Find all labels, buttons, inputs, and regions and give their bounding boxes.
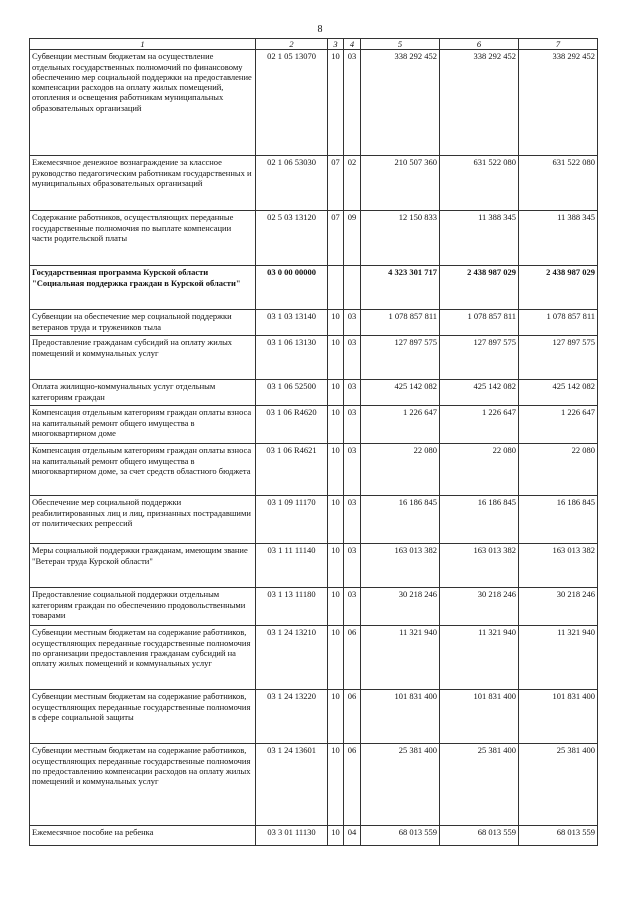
row-value-6: 68 013 559 bbox=[440, 826, 519, 846]
row-code: 03 1 24 13220 bbox=[256, 690, 328, 744]
row-code: 02 1 05 13070 bbox=[256, 50, 328, 156]
page-number: 8 bbox=[317, 24, 323, 35]
row-value-6: 1 226 647 bbox=[440, 406, 519, 444]
column-header: 5 bbox=[361, 39, 440, 50]
row-value-6: 22 080 bbox=[440, 444, 519, 496]
row-value-6: 425 142 082 bbox=[440, 380, 519, 406]
row-name: Оплата жилищно-коммунальных услуг отдельным категориям граждан bbox=[30, 380, 256, 406]
row-value-6: 1 078 857 811 bbox=[440, 310, 519, 336]
row-value-5: 425 142 082 bbox=[361, 380, 440, 406]
row-subsection: 03 bbox=[344, 544, 361, 588]
table-row bbox=[30, 380, 598, 406]
row-value-7: 631 522 080 bbox=[519, 156, 598, 211]
row-value-6: 631 522 080 bbox=[440, 156, 519, 211]
row-code: 03 1 06 R4621 bbox=[256, 444, 328, 496]
row-value-7: 425 142 082 bbox=[519, 380, 598, 406]
row-value-5: 101 831 400 bbox=[361, 690, 440, 744]
row-section: 10 bbox=[328, 50, 344, 156]
row-subsection bbox=[344, 266, 361, 310]
row-section: 07 bbox=[328, 211, 344, 266]
row-value-7: 101 831 400 bbox=[519, 690, 598, 744]
row-name: Ежемесячное пособие на ребенка bbox=[30, 826, 256, 846]
row-subsection: 09 bbox=[344, 211, 361, 266]
row-code: 03 3 01 11130 bbox=[256, 826, 328, 846]
row-subsection: 02 bbox=[344, 156, 361, 211]
row-value-6: 127 897 575 bbox=[440, 336, 519, 380]
row-value-7: 127 897 575 bbox=[519, 336, 598, 380]
row-subsection: 03 bbox=[344, 380, 361, 406]
row-value-6: 11 321 940 bbox=[440, 626, 519, 690]
row-section: 10 bbox=[328, 626, 344, 690]
row-value-5: 1 078 857 811 bbox=[361, 310, 440, 336]
row-value-7: 11 321 940 bbox=[519, 626, 598, 690]
column-header: 3 bbox=[328, 39, 344, 50]
table-row bbox=[30, 444, 598, 496]
table-row bbox=[30, 744, 598, 826]
row-code: 03 1 11 11140 bbox=[256, 544, 328, 588]
row-subsection: 06 bbox=[344, 626, 361, 690]
row-subsection: 03 bbox=[344, 444, 361, 496]
row-code: 03 0 00 00000 bbox=[256, 266, 328, 310]
row-section: 07 bbox=[328, 156, 344, 211]
row-name: Меры социальной поддержки гражданам, имеющим звание "Ветеран труда Курской области" bbox=[30, 544, 256, 588]
row-value-5: 127 897 575 bbox=[361, 336, 440, 380]
column-header: 6 bbox=[440, 39, 519, 50]
row-value-5: 4 323 301 717 bbox=[361, 266, 440, 310]
row-name: Субвенции местным бюджетам на содержание работников, осуществляющих переданные государственные полномочия в сфере социальной защиты bbox=[30, 690, 256, 744]
row-value-5: 22 080 bbox=[361, 444, 440, 496]
row-name: Субвенции местным бюджетам на осуществление отдельных государственных полномочий по финансовому обеспечению мер социальной поддержки на предоставление компенсации расходов на оплату жилых помещений, отопления и освещения работникам муниципальных образовательных организаций bbox=[30, 50, 256, 156]
row-name: Ежемесячное денежное вознаграждение за классное руководство педагогическим работникам государственных и муниципальных образовательных организаций bbox=[30, 156, 256, 211]
row-section: 10 bbox=[328, 496, 344, 544]
row-subsection: 06 bbox=[344, 690, 361, 744]
row-value-6: 16 186 845 bbox=[440, 496, 519, 544]
row-section: 10 bbox=[328, 588, 344, 626]
table-row bbox=[30, 310, 598, 336]
row-value-6: 338 292 452 bbox=[440, 50, 519, 156]
row-code: 03 1 06 13130 bbox=[256, 336, 328, 380]
row-section: 10 bbox=[328, 826, 344, 846]
table-row bbox=[30, 544, 598, 588]
row-section: 10 bbox=[328, 544, 344, 588]
table-row bbox=[30, 826, 598, 846]
row-value-5: 1 226 647 bbox=[361, 406, 440, 444]
row-value-6: 11 388 345 bbox=[440, 211, 519, 266]
budget-table bbox=[29, 38, 598, 846]
row-subsection: 03 bbox=[344, 50, 361, 156]
row-section bbox=[328, 266, 344, 310]
row-subsection: 03 bbox=[344, 310, 361, 336]
table-row bbox=[30, 336, 598, 380]
row-value-5: 30 218 246 bbox=[361, 588, 440, 626]
row-section: 10 bbox=[328, 406, 344, 444]
column-header: 7 bbox=[519, 39, 598, 50]
row-name: Государственная программа Курской области "Социальная поддержка граждан в Курской области" bbox=[30, 266, 256, 310]
row-value-7: 1 078 857 811 bbox=[519, 310, 598, 336]
table-row bbox=[30, 50, 598, 156]
row-value-6: 2 438 987 029 bbox=[440, 266, 519, 310]
table-row bbox=[30, 266, 598, 310]
row-value-7: 22 080 bbox=[519, 444, 598, 496]
row-section: 10 bbox=[328, 444, 344, 496]
row-value-7: 30 218 246 bbox=[519, 588, 598, 626]
row-code: 02 1 06 53030 bbox=[256, 156, 328, 211]
row-subsection: 03 bbox=[344, 336, 361, 380]
row-value-6: 30 218 246 bbox=[440, 588, 519, 626]
row-value-5: 163 013 382 bbox=[361, 544, 440, 588]
row-section: 10 bbox=[328, 690, 344, 744]
row-value-6: 101 831 400 bbox=[440, 690, 519, 744]
column-header: 2 bbox=[256, 39, 328, 50]
table-row bbox=[30, 690, 598, 744]
row-value-7: 25 381 400 bbox=[519, 744, 598, 826]
row-code: 03 1 03 13140 bbox=[256, 310, 328, 336]
row-section: 10 bbox=[328, 744, 344, 826]
row-value-5: 12 150 833 bbox=[361, 211, 440, 266]
table-row bbox=[30, 211, 598, 266]
row-section: 10 bbox=[328, 336, 344, 380]
row-subsection: 03 bbox=[344, 496, 361, 544]
row-code: 03 1 09 11170 bbox=[256, 496, 328, 544]
row-code: 03 1 06 52500 bbox=[256, 380, 328, 406]
row-value-7: 163 013 382 bbox=[519, 544, 598, 588]
header-row bbox=[30, 39, 598, 50]
table-row bbox=[30, 496, 598, 544]
row-value-5: 16 186 845 bbox=[361, 496, 440, 544]
table-row bbox=[30, 626, 598, 690]
row-section: 10 bbox=[328, 380, 344, 406]
row-name: Предоставление гражданам субсидий на оплату жилых помещений и коммунальных услуг bbox=[30, 336, 256, 380]
row-name: Субвенции местным бюджетам на содержание работников, осуществляющих переданные государственные полномочия по организации предоставления гражданам субсидий на оплату жилых помещений и коммунальных услуг bbox=[30, 626, 256, 690]
row-code: 03 1 24 13601 bbox=[256, 744, 328, 826]
row-code: 03 1 06 R4620 bbox=[256, 406, 328, 444]
row-subsection: 04 bbox=[344, 826, 361, 846]
row-value-5: 210 507 360 bbox=[361, 156, 440, 211]
row-value-5: 11 321 940 bbox=[361, 626, 440, 690]
row-value-5: 68 013 559 bbox=[361, 826, 440, 846]
row-subsection: 03 bbox=[344, 406, 361, 444]
table-row bbox=[30, 156, 598, 211]
row-value-7: 338 292 452 bbox=[519, 50, 598, 156]
row-value-7: 1 226 647 bbox=[519, 406, 598, 444]
row-subsection: 06 bbox=[344, 744, 361, 826]
row-name: Предоставление социальной поддержки отдельным категориям граждан по обеспечению продовольственными товарами bbox=[30, 588, 256, 626]
row-value-5: 25 381 400 bbox=[361, 744, 440, 826]
row-value-5: 338 292 452 bbox=[361, 50, 440, 156]
row-name: Обеспечение мер социальной поддержки реабилитированных лиц и лиц, признанных пострадавшими от политических репрессий bbox=[30, 496, 256, 544]
row-code: 02 5 03 13120 bbox=[256, 211, 328, 266]
row-code: 03 1 24 13210 bbox=[256, 626, 328, 690]
row-value-6: 25 381 400 bbox=[440, 744, 519, 826]
row-name: Содержание работников, осуществляющих переданные государственные полномочия по выплате компенсации части родительской платы bbox=[30, 211, 256, 266]
row-name: Субвенции местным бюджетам на содержание работников, осуществляющих переданные государственные полномочия по предоставлению компенсации расходов на оплату жилых помещений и коммунальных услуг bbox=[30, 744, 256, 826]
row-code: 03 1 13 11180 bbox=[256, 588, 328, 626]
table-row bbox=[30, 588, 598, 626]
row-name: Компенсация отдельным категориям граждан оплаты взноса на капитальный ремонт общего имущества в многоквартирном доме, за счет средств областного бюджета bbox=[30, 444, 256, 496]
row-section: 10 bbox=[328, 310, 344, 336]
column-header: 4 bbox=[344, 39, 361, 50]
table-row bbox=[30, 406, 598, 444]
row-value-7: 11 388 345 bbox=[519, 211, 598, 266]
row-name: Компенсация отдельным категориям граждан оплаты взноса на капитальный ремонт общего имущества в многоквартирном доме bbox=[30, 406, 256, 444]
row-subsection: 03 bbox=[344, 588, 361, 626]
row-name: Субвенции на обеспечение мер социальной поддержки ветеранов труда и тружеников тыла bbox=[30, 310, 256, 336]
row-value-7: 68 013 559 bbox=[519, 826, 598, 846]
row-value-7: 16 186 845 bbox=[519, 496, 598, 544]
column-header: 1 bbox=[30, 39, 256, 50]
row-value-7: 2 438 987 029 bbox=[519, 266, 598, 310]
row-value-6: 163 013 382 bbox=[440, 544, 519, 588]
